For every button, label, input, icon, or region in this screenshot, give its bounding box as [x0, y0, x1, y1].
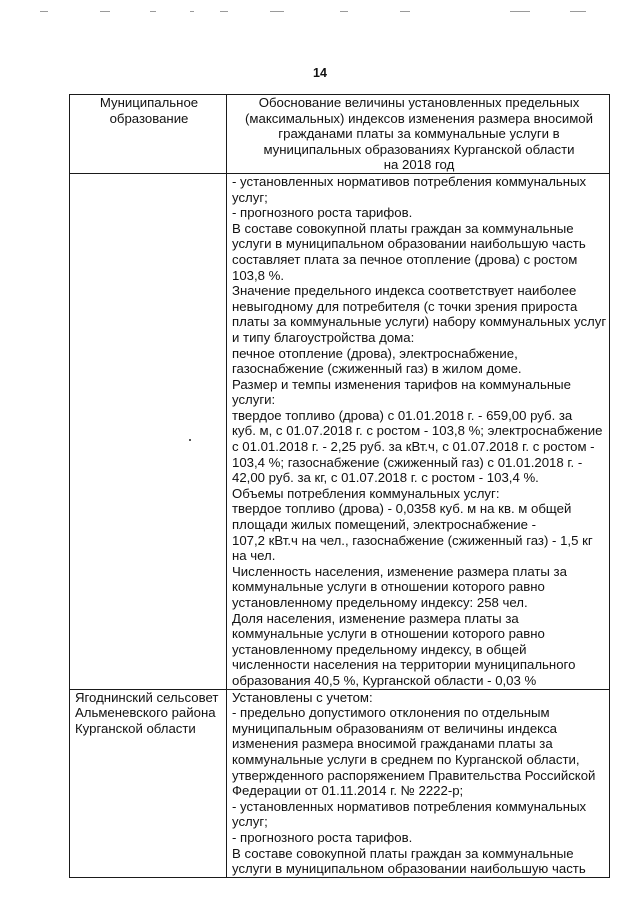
text-line: невыгодному для потребителя (с точки зрения прироста [232, 298, 578, 314]
text-line: - установленных нормативов потребления коммунальных [232, 173, 587, 189]
header-municipality [70, 95, 227, 174]
text-line: - прогнозного роста тарифов. [232, 205, 413, 221]
text-line: образования 40,5 %, Курганской области - 0,03 % [232, 672, 537, 688]
text-line: - установленных нормативов потребления коммунальных [232, 798, 587, 814]
text-line: численности населения на территории муниципального [232, 657, 576, 673]
tariff-justification-table [69, 94, 610, 878]
text-line: услуги в муниципальном образовании наибольшую часть [232, 861, 586, 877]
text-line: куб. м, с 01.07.2018 г. с ростом - 103,8 %; электроснабжение [232, 423, 603, 439]
text-line: - прогнозного роста тарифов. [232, 829, 413, 845]
header-justification [227, 95, 610, 174]
text-line: Объемы потребления коммунальных услуг: [232, 485, 500, 501]
text-line: с 01.01.2018 г. - 2,25 руб. за кВт.ч, с 01.07.2018 г. с ростом - [232, 439, 595, 455]
text-line: коммунальные услуги в среднем по Курганской области, [232, 751, 580, 767]
text-line: Обоснование величины установленных предельных [258, 95, 580, 110]
text-line: Значение предельного индекса соответствует наиболее [232, 283, 577, 299]
text-line: услуг; [232, 189, 268, 205]
text-line: на 2018 год [383, 157, 455, 173]
text-line: и типу благоустройства дома: [232, 329, 415, 345]
text-line: коммунальные услуги в отношении которого равно [232, 579, 545, 595]
scan-artifact-line [40, 8, 600, 14]
text-line: утвержденного распоряжением Правительства Российской [232, 767, 596, 783]
text-line: - предельно допустимого отклонения по отдельным [232, 705, 550, 721]
text-line: муниципальных образованиях Курганской области [263, 141, 575, 157]
text-line: Размер и темпы изменения тарифов на коммунальные [232, 376, 571, 392]
text-line: изменения размера вносимой гражданами платы за [232, 736, 553, 752]
justification-cell [227, 173, 610, 689]
text-line: платы за коммунальные услуги) набору коммунальных услуг [232, 314, 607, 330]
text-line: гражданами платы за коммунальные услуги в [278, 126, 560, 142]
text-line: газоснабжение (сжиженный газ) в жилом доме. [232, 361, 522, 377]
text-line: Альменевского района [75, 705, 216, 721]
text-line: услуги в муниципальном образовании наибольшую часть [232, 236, 586, 252]
text-line: Ягоднинский сельсовет [75, 689, 219, 705]
text-line: 103,8 %. [232, 267, 285, 283]
text-line: печное отопление (дрова), электроснабжение, [232, 345, 518, 361]
text-line: услуг; [232, 814, 268, 830]
table-header-row [70, 95, 610, 174]
text-line: коммунальные услуги в отношении которого равно [232, 626, 545, 642]
text-line: установленному предельному индексу: 258 чел. [232, 595, 528, 610]
text-line: 42,00 руб. за кг, с 01.07.2018 г. с ростом - 103,4 %. [232, 470, 539, 486]
scan-speck [189, 439, 191, 441]
municipality-cell-empty [70, 173, 227, 689]
text-line: площади жилых помещений, электроснабжение - [232, 517, 537, 533]
text-line: муниципальным образованиям от величины индекса [232, 720, 558, 736]
text-line: 107,2 кВт.ч на чел., газоснабжение (сжиженный газ) - 1,5 кг [232, 532, 593, 548]
text-line: Установлены с учетом: [232, 689, 373, 705]
text-line: на чел. [232, 548, 276, 564]
text-line: твердое топливо (дрова) с 01.01.2018 г. - 659,00 руб. за [232, 407, 573, 423]
municipality-cell [70, 689, 227, 877]
page-number: 14 [313, 66, 327, 80]
text-line: В составе совокупной платы граждан за коммунальные [232, 845, 574, 861]
text-line: твердое топливо (дрова) - 0,0358 куб. м на кв. м общей [232, 501, 572, 517]
table-row [70, 173, 610, 689]
text-line: Доля населения, изменение размера платы за [232, 610, 519, 626]
text-line: 103,4 %; газоснабжение (сжиженный газ) с 01.01.2018 г. - [232, 454, 583, 470]
text-line: В составе совокупной платы граждан за коммунальные [232, 220, 574, 236]
text-line: Численность населения, изменение размера платы за [232, 563, 567, 579]
text-line: установленному предельному индексу, в общей [232, 641, 527, 657]
text-line: Курганской области [75, 720, 196, 736]
table-row [70, 689, 610, 877]
text-line: (максимальных) индексов изменения размера вносимой [245, 110, 593, 126]
text-line: Муниципальное [99, 95, 199, 110]
text-line: образование [109, 110, 189, 126]
justification-cell [227, 689, 610, 877]
text-line: услуги: [232, 392, 276, 408]
text-line: Федерации от 01.11.2014 г. № 2222-р; [232, 783, 464, 799]
text-line: составляет плата за печное отопление (дрова) с ростом [232, 251, 578, 267]
